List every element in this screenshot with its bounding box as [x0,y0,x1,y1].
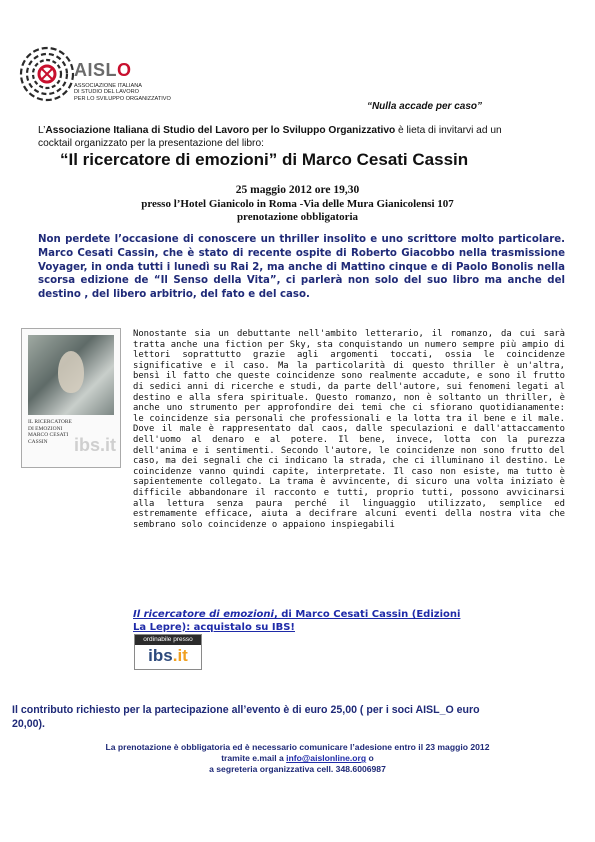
event-details [0,184,595,225]
aislo-logo [18,45,188,110]
logo-wordmark: AISLO [74,60,132,80]
ibs-badge-button[interactable] [134,634,202,670]
footer-line-3: a segreteria organizzativa cell. 348.6006987 [209,764,386,775]
fee-notice: Il contributo richiesto per la partecipazione all’evento è di euro 25,00 ( per i soci AISL_O euro 20,00). [12,704,480,730]
cover-photo [28,335,114,415]
event-venue: presso l’Hotel Gianicolo in Roma -Via delle Mura Gianicolensi 107 [141,197,454,210]
intro-paragraph: Non perdete l’occasione di conoscere un thriller insolito e uno scrittore molto particolare. Marco Cesati Cassin, che è stato di recente ospite di Roberto Giacobbo nella trasmissione Voyager, in onda tutti i lunedì su Rai 2, ma anche di Mattino cinque e di Paolo Bonolis nella scorsa edizione de “Il Senso della Vita”, ci parlerà non solo del suo libro ma anche del destino , del libero arbitrio, del fato e del caso. [38,234,565,301]
ibs-logo-icon: ibs.it [148,646,188,665]
ibs-purchase-link[interactable]: Il ricercatore di emozioni, di Marco Cesati Cassin (Edizioni La Lepre): acquistalo su IBS! [133,609,461,633]
event-date: 25 maggio 2012 ore 19,30 [235,184,360,196]
book-title: “Il ricercatore di emozioni” di Marco Cesati Cassin [60,150,469,169]
aislo-spiral-icon [18,45,76,103]
footer [0,742,595,776]
footer-line-2: tramite e.mail a info@aislonline.org o [221,753,374,764]
body-text: Nonostante sia un debuttante nell'ambito letterario, il romanzo, da cui sarà tratta anche una fiction per Sky, sta conquistando un numero sempre più ampio di lettori soprattutto grazie agli argomenti toccati, ossia le coincidenze significative e il caso. Ma la particolarità di questo thriller è un'altra, bensì il fatto che queste coincidenze sono realmente accadute, e sono il frutto di sedici anni di ricerche e studi, da parte dell'autore, sui fenomeni legati al destino e alla sfera spirituale. Questo romanzo, non è soltanto un thriller, è anche uno strumento per approfondire dei temi che ci sfiorano quotidianamente: le coincidenze sia personali che professionali e la lotta tra il bene e il male. Dove il male è rappresentato dal caos, dalle speculazioni e dall'attaccamento dell'uomo al denaro e al potere. Il bene, invece, lotta con la purezza dell'anima e i sentimenti. Secondo l'autore, le coincidenze non sono frutto del caso, ma dei segnali che ci indicano la strada, che ci illuminano il destino. Le coincidenze vanno quindi capite, interpretate. Il caso non esiste, ma tutto è sapientemente collegato. La trama è avvincente, di sicuro una volta iniziato è difficile abbandonare il racconto e tutti, proprio tutti, possono avvicinarsi alla lettura senza paura perché il linguaggio utilizzato, semplice ed estremamente efficace, aiuta a decifrare alcuni eventi della nostra vita che sembrano solo coincidenze o appaiono inspiegabili [133,329,565,530]
logo-subtitle: ASSOCIAZIONE ITALIANA DI STUDIO DEL LAVORO PER LO SVILUPPO ORGANIZZATIVO [74,83,171,102]
motto: “Nulla accade per caso” [366,101,482,112]
book-cover-image [21,328,121,468]
organization-name: Associazione Italiana di Studio del Lavoro per lo Sviluppo Organizzativo [45,125,396,136]
event-note: prenotazione obbligatoria [236,211,359,223]
invite-text: L’Associazione Italiana di Studio del Lavoro per lo Sviluppo Organizzativo è lieta di invitarvi ad un cocktail organizzato per la presentazione del libro: [38,125,502,149]
cover-title: IL RICERCATORE DI EMOZIONI MARCO CESATI CASSIN [28,419,72,445]
footer-line-1: La prenotazione è obbligatoria ed è necessario comunicare l’adesione entro il 23 maggio 2012 [105,742,490,752]
cover-ibs-watermark: ibs.it [73,435,116,455]
email-link[interactable]: info@aislonline.org [286,753,367,764]
badge-label: ordinabile presso [135,635,201,645]
